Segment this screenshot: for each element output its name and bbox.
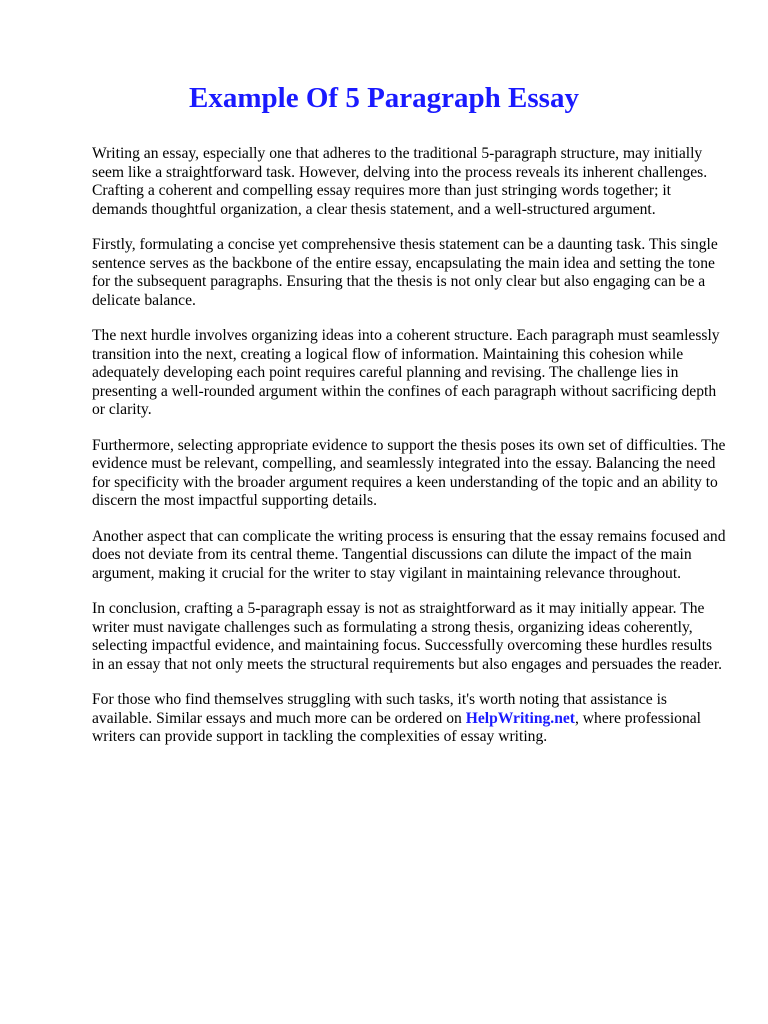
document-title: Example Of 5 Paragraph Essay xyxy=(189,82,579,114)
helpwriting-link[interactable]: HelpWriting.net xyxy=(465,709,575,727)
document-body xyxy=(92,145,726,764)
paragraph-closing xyxy=(92,691,726,747)
paragraph-evidence: Furthermore, selecting appropriate evidence to support the thesis poses its own set of difficulties. The evidence must be relevant, compelling, and seamlessly integrated into the essay. Balancing the need for specificity with the broader argument requires a keen understanding of the topic and an ability to discern the most impactful supporting details. xyxy=(92,436,726,509)
paragraph-intro: Writing an essay, especially one that adheres to the traditional 5-paragraph structure, may initially seem like a straightforward task. However, delving into the process reveals its inherent challenges. Crafting a coherent and compelling essay requires more than just stringing words together; it demands thoughtful organization, a clear thesis statement, and a well-structured argument. xyxy=(92,145,708,218)
closing-text-before-link: For those who find themselves struggling with such tasks, it's worth noting that assistance is available. Similar essays and much more can be ordered on xyxy=(92,691,667,727)
paragraph-focus: Another aspect that can complicate the writing process is ensuring that the essay remains focused and does not deviate from its central theme. Tangential discussions can dilute the impact of the main argument, making it crucial for the writer to stay vigilant in maintaining relevance throughout. xyxy=(92,527,726,582)
closing-text-after-link: , where professional writers can provide support in tackling the complexities of essay writing. xyxy=(92,709,702,745)
paragraph-structure: The next hurdle involves organizing ideas into a coherent structure. Each paragraph must seamlessly transition into the next, creating a logical flow of information. Maintaining this cohesion while adequately developing each point requires careful planning and revising. The challenge lies in presenting a well-rounded argument within the confines of each paragraph without sacrificing depth or clarity. xyxy=(92,327,720,418)
paragraph-conclusion: In conclusion, crafting a 5-paragraph essay is not as straightforward as it may initially appear. The writer must navigate challenges such as formulating a strong thesis, organizing ideas coherently, selecting impactful evidence, and maintaining focus. Successfully overcoming these hurdles results in an essay that not only meets the structural requirements but also engages and persuades the reader. xyxy=(92,600,723,673)
paragraph-thesis: Firstly, formulating a concise yet comprehensive thesis statement can be a daunting task. This single sentence serves as the backbone of the entire essay, encapsulating the main idea and setting the tone for the subsequent paragraphs. Ensuring that the thesis is not only clear but also engaging can be a delicate balance. xyxy=(92,236,718,309)
